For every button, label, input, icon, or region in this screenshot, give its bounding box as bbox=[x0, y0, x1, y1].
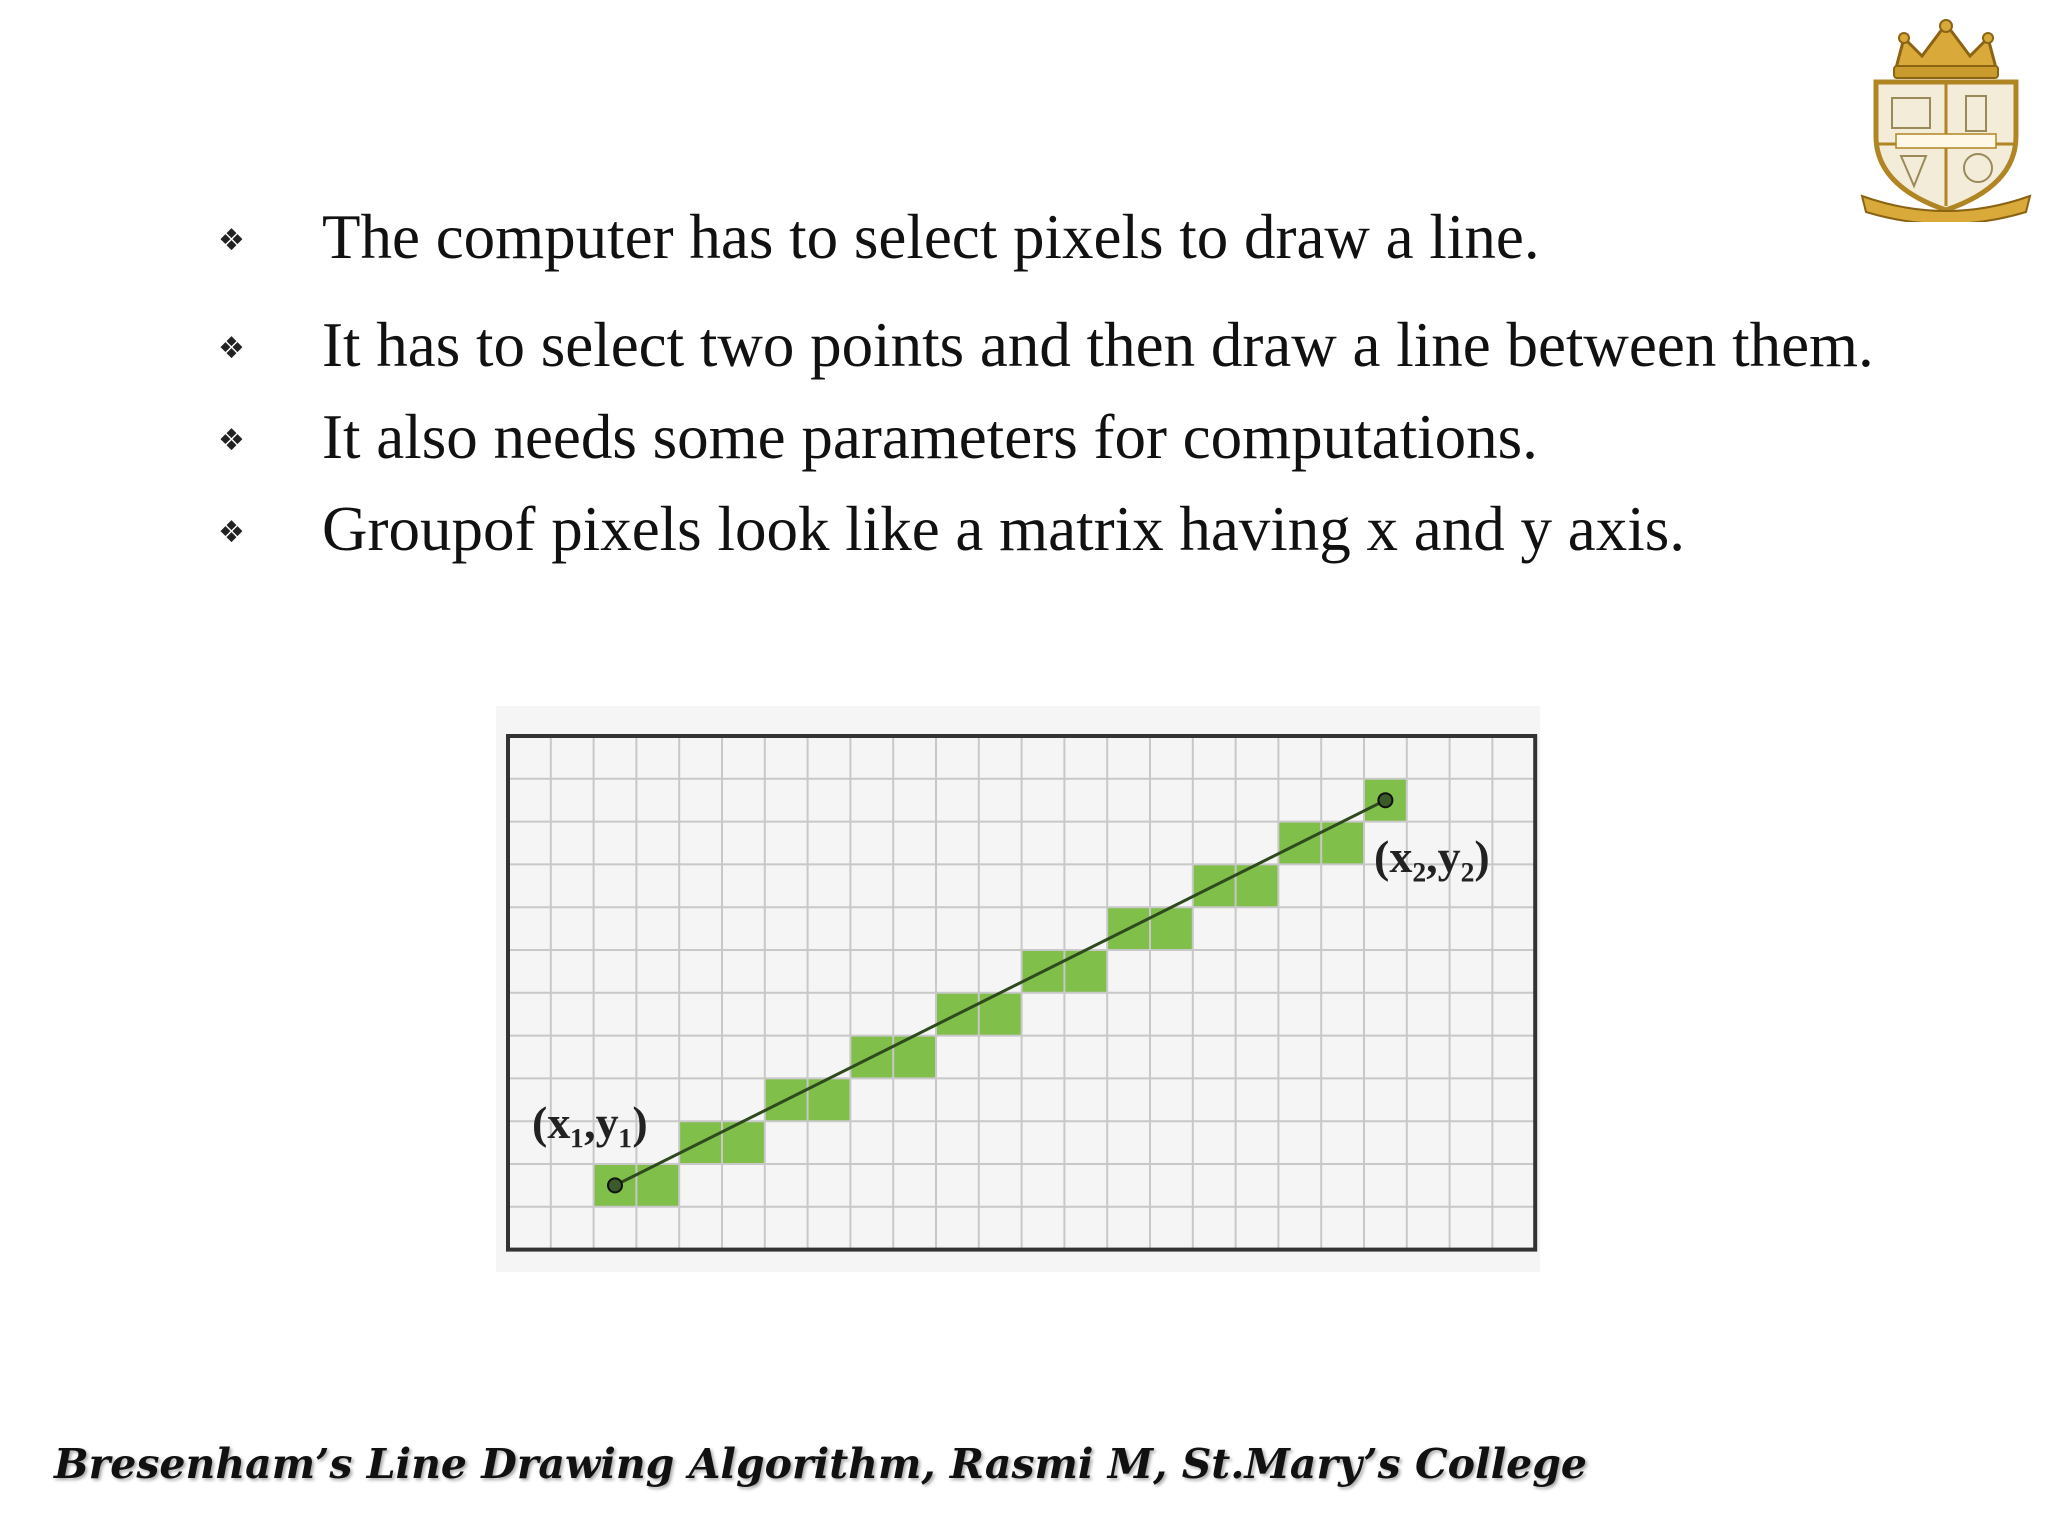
crown bbox=[1894, 20, 1998, 78]
pixel-grid-diagram bbox=[496, 706, 1540, 1272]
footer-caption: Bresenham’s Line Drawing Algorithm, Rasmi M, St.Mary’s College bbox=[54, 1440, 1587, 1488]
diamond-bullet-icon: ❖ bbox=[218, 515, 245, 550]
bullet-text: It also needs some parameters for computations. bbox=[322, 402, 1538, 472]
start-point bbox=[608, 1178, 622, 1192]
end-point bbox=[1378, 793, 1392, 807]
bullet-text: It has to select two points and then draw a line between them. bbox=[322, 310, 1874, 380]
start-point-label: (x₁,y₁) bbox=[532, 1097, 648, 1148]
diamond-bullet-icon: ❖ bbox=[218, 331, 245, 366]
college-crest-icon bbox=[1856, 16, 2036, 222]
bullet-text: The computer has to select pixels to draw a line. bbox=[322, 202, 1540, 272]
end-point-label: (x₂,y₂) bbox=[1374, 831, 1490, 882]
bullet-text: Groupof pixels look like a matrix having x and y axis. bbox=[322, 494, 1685, 564]
diamond-bullet-icon: ❖ bbox=[218, 423, 245, 458]
diamond-bullet-icon: ❖ bbox=[218, 223, 245, 258]
